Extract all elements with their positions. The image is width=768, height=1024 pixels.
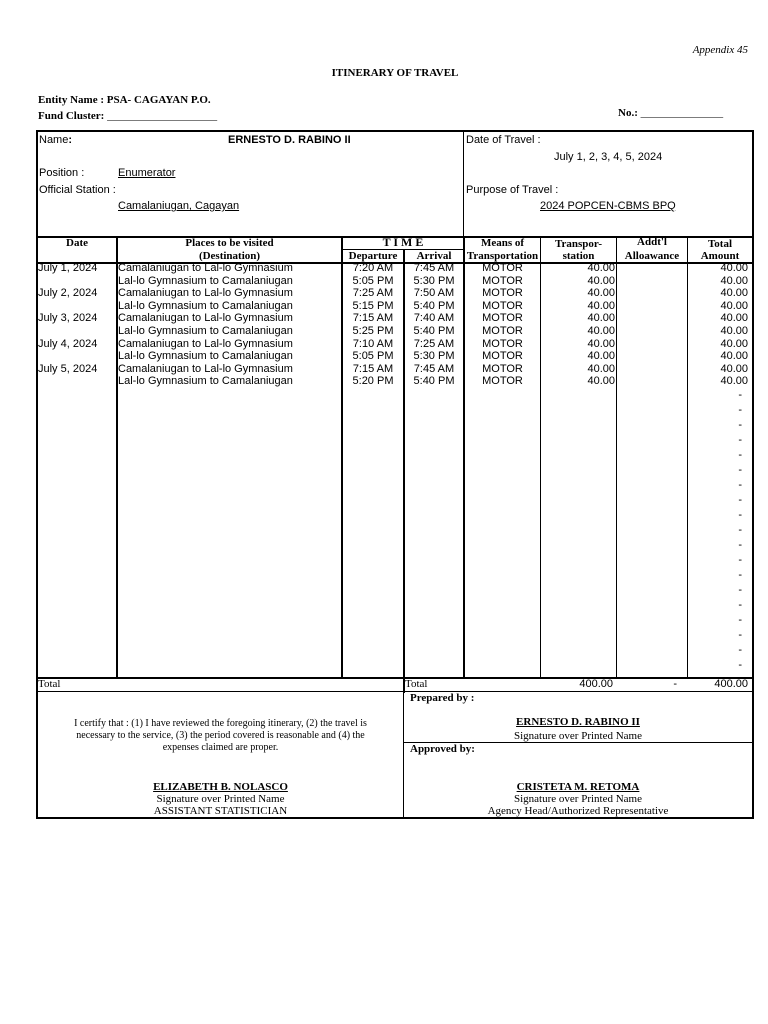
row-arrival: 5:30 PM [413, 274, 455, 287]
fund-value: ____________________ [107, 110, 218, 122]
no-label: No.: [618, 107, 638, 119]
row-date: July 5, 2024 [38, 362, 98, 375]
approver-name: CRISTETA M. RETOMA [516, 781, 640, 793]
row-destination: Camalaniugan to Lal-lo Gymnasium [118, 262, 293, 274]
row-arrival: 5:40 PM [413, 375, 455, 388]
row-destination: Camalaniugan to Lal-lo Gymnasium [118, 312, 293, 325]
date-of-travel-label: Date of Travel : [466, 134, 541, 146]
certifier-name: ELIZABETH B. NOLASCO [153, 781, 288, 793]
row-destination: Lal-lo Gymnasium to Camalaniugan [118, 375, 293, 388]
empty-row-mark: - [738, 659, 742, 671]
row-transportation: 40.00 [587, 287, 615, 300]
row-destination: Camalaniugan to Lal-lo Gymnasium [118, 362, 293, 375]
row-arrival: 5:40 PM [413, 299, 455, 312]
row-means: MOTOR [482, 274, 523, 287]
entity-label: Entity Name : [38, 94, 104, 106]
official-station-value: Camalaniugan, Cagayan [118, 200, 240, 212]
row-arrival: 7:50 AM [413, 287, 455, 300]
row-means: MOTOR [482, 325, 523, 337]
col-arrival: Arrival [416, 250, 452, 262]
row-means: MOTOR [482, 312, 523, 325]
col-places-1: Places to be visited [185, 237, 274, 249]
col-means-1: Means of [480, 237, 525, 249]
document-title: ITINERARY OF TRAVEL [331, 67, 459, 79]
row-means: MOTOR [482, 299, 523, 312]
row-date: July 2, 2024 [38, 287, 98, 300]
entity-name [38, 94, 211, 106]
row-total: 40.00 [720, 312, 748, 325]
row-date: July 4, 2024 [38, 337, 98, 350]
row-arrival: 5:40 PM [413, 325, 455, 337]
row-total: 40.00 [720, 299, 748, 312]
row-transportation: 40.00 [587, 350, 615, 363]
row-departure: 7:20 AM [352, 262, 394, 274]
certifier-title: ASSISTANT STATISTICIAN [153, 805, 288, 817]
row-total: 40.00 [720, 375, 748, 388]
row-transportation: 40.00 [587, 299, 615, 312]
row-destination: Lal-lo Gymnasium to Camalaniugan [118, 274, 293, 287]
row-total: 40.00 [720, 362, 748, 375]
position-label: Position : [39, 167, 85, 179]
certify-line-3: expenses claimed are proper. [162, 742, 279, 753]
total-addtl: - [673, 678, 677, 690]
row-arrival: 7:25 AM [413, 337, 455, 350]
row-destination: Camalaniugan to Lal-lo Gymnasium [118, 337, 293, 350]
col-date: Date [66, 237, 88, 249]
row-departure: 5:05 PM [352, 274, 394, 287]
name-label: Name [39, 134, 69, 146]
row-total: 40.00 [720, 287, 748, 300]
appendix-label: Appendix 45 [692, 44, 748, 56]
col-total-1: Total [707, 238, 733, 250]
name-value: ERNESTO D. RABINO II [228, 134, 351, 146]
row-departure: 5:05 PM [352, 350, 394, 363]
empty-row-mark: - [738, 419, 742, 431]
position-value: Enumerator [118, 167, 176, 179]
empty-row-mark: - [738, 464, 742, 476]
empty-row-mark: - [738, 479, 742, 491]
document-number [618, 107, 723, 119]
row-arrival: 5:30 PM [413, 350, 455, 363]
empty-row-mark: - [738, 569, 742, 581]
name-colon: : [68, 134, 73, 146]
row-transportation: 40.00 [587, 262, 615, 274]
certification-text [38, 718, 403, 754]
official-station-label: Official Station : [39, 184, 116, 196]
empty-row-mark: - [738, 389, 742, 401]
col-addtl-2: Alloawance [624, 250, 680, 262]
row-arrival: 7:40 AM [413, 312, 455, 325]
approver-signature: Signature over Printed Name [514, 793, 642, 805]
row-destination: Lal-lo Gymnasium to Camalaniugan [118, 350, 293, 363]
row-destination: Camalaniugan to Lal-lo Gymnasium [118, 287, 293, 300]
empty-row-mark: - [738, 614, 742, 626]
col-transpo-1: Transpor- [554, 238, 603, 250]
col-places-2: (Destination) [198, 250, 261, 262]
empty-row-mark: - [738, 509, 742, 521]
certifier-signature: Signature over Printed Name [156, 793, 285, 805]
empty-row-mark: - [738, 404, 742, 416]
empty-row-mark: - [738, 554, 742, 566]
purpose-label: Purpose of Travel : [466, 184, 559, 196]
row-date: July 3, 2024 [38, 312, 98, 325]
prepared-by-signature: Signature over Printed Name [514, 730, 642, 742]
row-departure: 7:15 AM [352, 362, 394, 375]
row-transportation: 40.00 [587, 274, 615, 287]
no-value: _______________ [640, 107, 724, 119]
name-label-wrap [39, 134, 72, 146]
date-of-travel-value: July 1, 2, 3, 4, 5, 2024 [554, 151, 663, 163]
col-means-2: Transportation [466, 250, 539, 262]
row-means: MOTOR [482, 287, 523, 300]
row-total: 40.00 [720, 337, 748, 350]
row-date: July 1, 2024 [38, 262, 98, 274]
empty-row-mark: - [738, 629, 742, 641]
row-means: MOTOR [482, 375, 523, 388]
entity-value: PSA- CAGAYAN P.O. [106, 94, 211, 106]
empty-row-mark: - [738, 449, 742, 461]
col-departure: Departure [348, 250, 398, 262]
row-departure: 5:20 PM [352, 375, 394, 388]
col-total-2: Amount [700, 250, 740, 262]
row-total: 40.00 [720, 262, 748, 274]
row-total: 40.00 [720, 274, 748, 287]
row-means: MOTOR [482, 362, 523, 375]
empty-row-mark: - [738, 644, 742, 656]
empty-row-mark: - [738, 584, 742, 596]
purpose-value: 2024 POPCEN-CBMS BPQ [540, 200, 676, 212]
col-time: T I M E [382, 235, 424, 249]
row-destination: Lal-lo Gymnasium to Camalaniugan [118, 299, 293, 312]
row-total: 40.00 [720, 325, 748, 337]
total-label-left: Total [38, 678, 61, 690]
row-destination: Lal-lo Gymnasium to Camalaniugan [118, 325, 293, 337]
col-addtl-1: Addt'l [637, 236, 667, 248]
empty-row-mark: - [738, 524, 742, 536]
empty-row-mark: - [738, 599, 742, 611]
row-transportation: 40.00 [587, 375, 615, 388]
total-transportation: 400.00 [579, 678, 613, 690]
certify-line-2: necessary to the service, (3) the period covered is reasonable and (4) the [76, 730, 365, 741]
row-arrival: 7:45 AM [413, 362, 455, 375]
row-means: MOTOR [482, 337, 523, 350]
approved-by-label: Approved by: [410, 743, 475, 755]
row-total: 40.00 [720, 350, 748, 363]
row-means: MOTOR [482, 262, 523, 274]
row-transportation: 40.00 [587, 337, 615, 350]
total-label-mid: Total [405, 678, 428, 690]
fund-cluster [38, 110, 217, 122]
empty-row-mark: - [738, 539, 742, 551]
row-departure: 7:10 AM [352, 337, 394, 350]
total-amount: 400.00 [714, 678, 748, 690]
row-transportation: 40.00 [587, 312, 615, 325]
row-transportation: 40.00 [587, 325, 615, 337]
approver-title: Agency Head/Authorized Representative [487, 805, 669, 817]
certify-line-1: I certify that : (1) I have reviewed the foregoing itinerary, (2) the travel is [74, 718, 367, 729]
empty-row-mark: - [738, 434, 742, 446]
row-departure: 5:15 PM [352, 299, 394, 312]
prepared-by-name: ERNESTO D. RABINO II [516, 716, 640, 728]
col-transpo-2: station [562, 250, 595, 262]
row-means: MOTOR [482, 350, 523, 363]
prepared-by-label: Prepared by : [410, 692, 475, 704]
row-transportation: 40.00 [587, 362, 615, 375]
fund-label: Fund Cluster: [38, 110, 105, 122]
row-arrival: 7:45 AM [413, 262, 455, 274]
row-departure: 7:25 AM [352, 287, 394, 300]
row-departure: 5:25 PM [352, 325, 394, 337]
empty-row-mark: - [738, 494, 742, 506]
row-departure: 7:15 AM [352, 312, 394, 325]
